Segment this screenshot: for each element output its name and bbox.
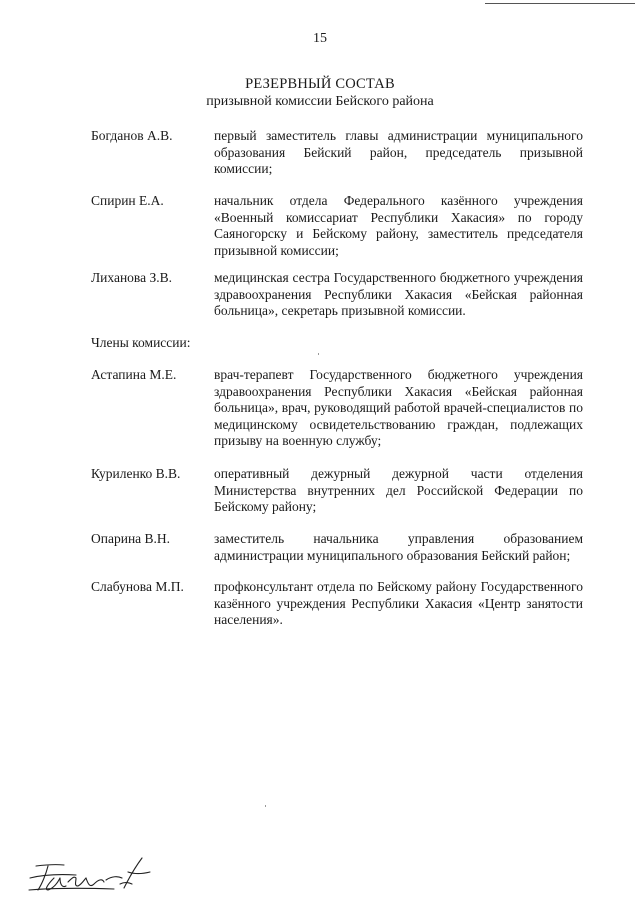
members-heading: Члены комиссии: <box>91 335 191 350</box>
page-number: 15 <box>313 31 327 46</box>
member-name: Куриленко В.В. <box>91 466 181 481</box>
member-role: заместитель начальника управления образованием администрации муниципального образования Бейский район; <box>214 531 583 563</box>
document-title: РЕЗЕРВНЫЙ СОСТАВ <box>245 76 395 92</box>
member-name: Спирин Е.А. <box>91 193 164 208</box>
scan-speck <box>318 353 319 355</box>
member-role: медицинская сестра Государственного бюджетного учреждения здравоохранения Республики Хакасия «Бейская районная больница», секретарь призывной комиссии. <box>214 270 583 318</box>
member-role: первый заместитель главы администрации муниципального образования Бейский район, председатель призывной комиссии; <box>214 128 583 176</box>
member-name: Богданов А.В. <box>91 128 173 143</box>
scan-speck <box>265 805 266 807</box>
member-name: Лиханова З.В. <box>91 270 172 285</box>
member-role: начальник отдела Федерального казённого учреждения «Военный комиссариат Республики Хакасия» по городу Саяногорску и Бейскому району, заместитель председателя призывной комиссии; <box>214 193 583 258</box>
member-name: Слабунова М.П. <box>91 579 184 594</box>
top-rule <box>485 3 635 4</box>
handwritten-signature-icon <box>24 848 164 896</box>
document-subtitle: призывной комиссии Бейского района <box>206 94 434 109</box>
member-name: Астапина М.Е. <box>91 367 177 382</box>
member-role: оперативный дежурный дежурной части отделения Министерства внутренних дел Российской Федерации по Бейскому району; <box>214 466 583 514</box>
member-name: Опарина В.Н. <box>91 531 171 546</box>
member-role: профконсультант отдела по Бейскому району Государственного казённого учреждения Республики Хакасия «Центр занятости населения». <box>214 579 583 627</box>
member-role: врач-терапевт Государственного бюджетного учреждения здравоохранения Республики Хакасия «Бейская районная больница», врач, руководящий работой врачей-специалистов по медицинскому освидетельствованию граждан, подлежащих призыву на военную службу; <box>214 367 583 448</box>
